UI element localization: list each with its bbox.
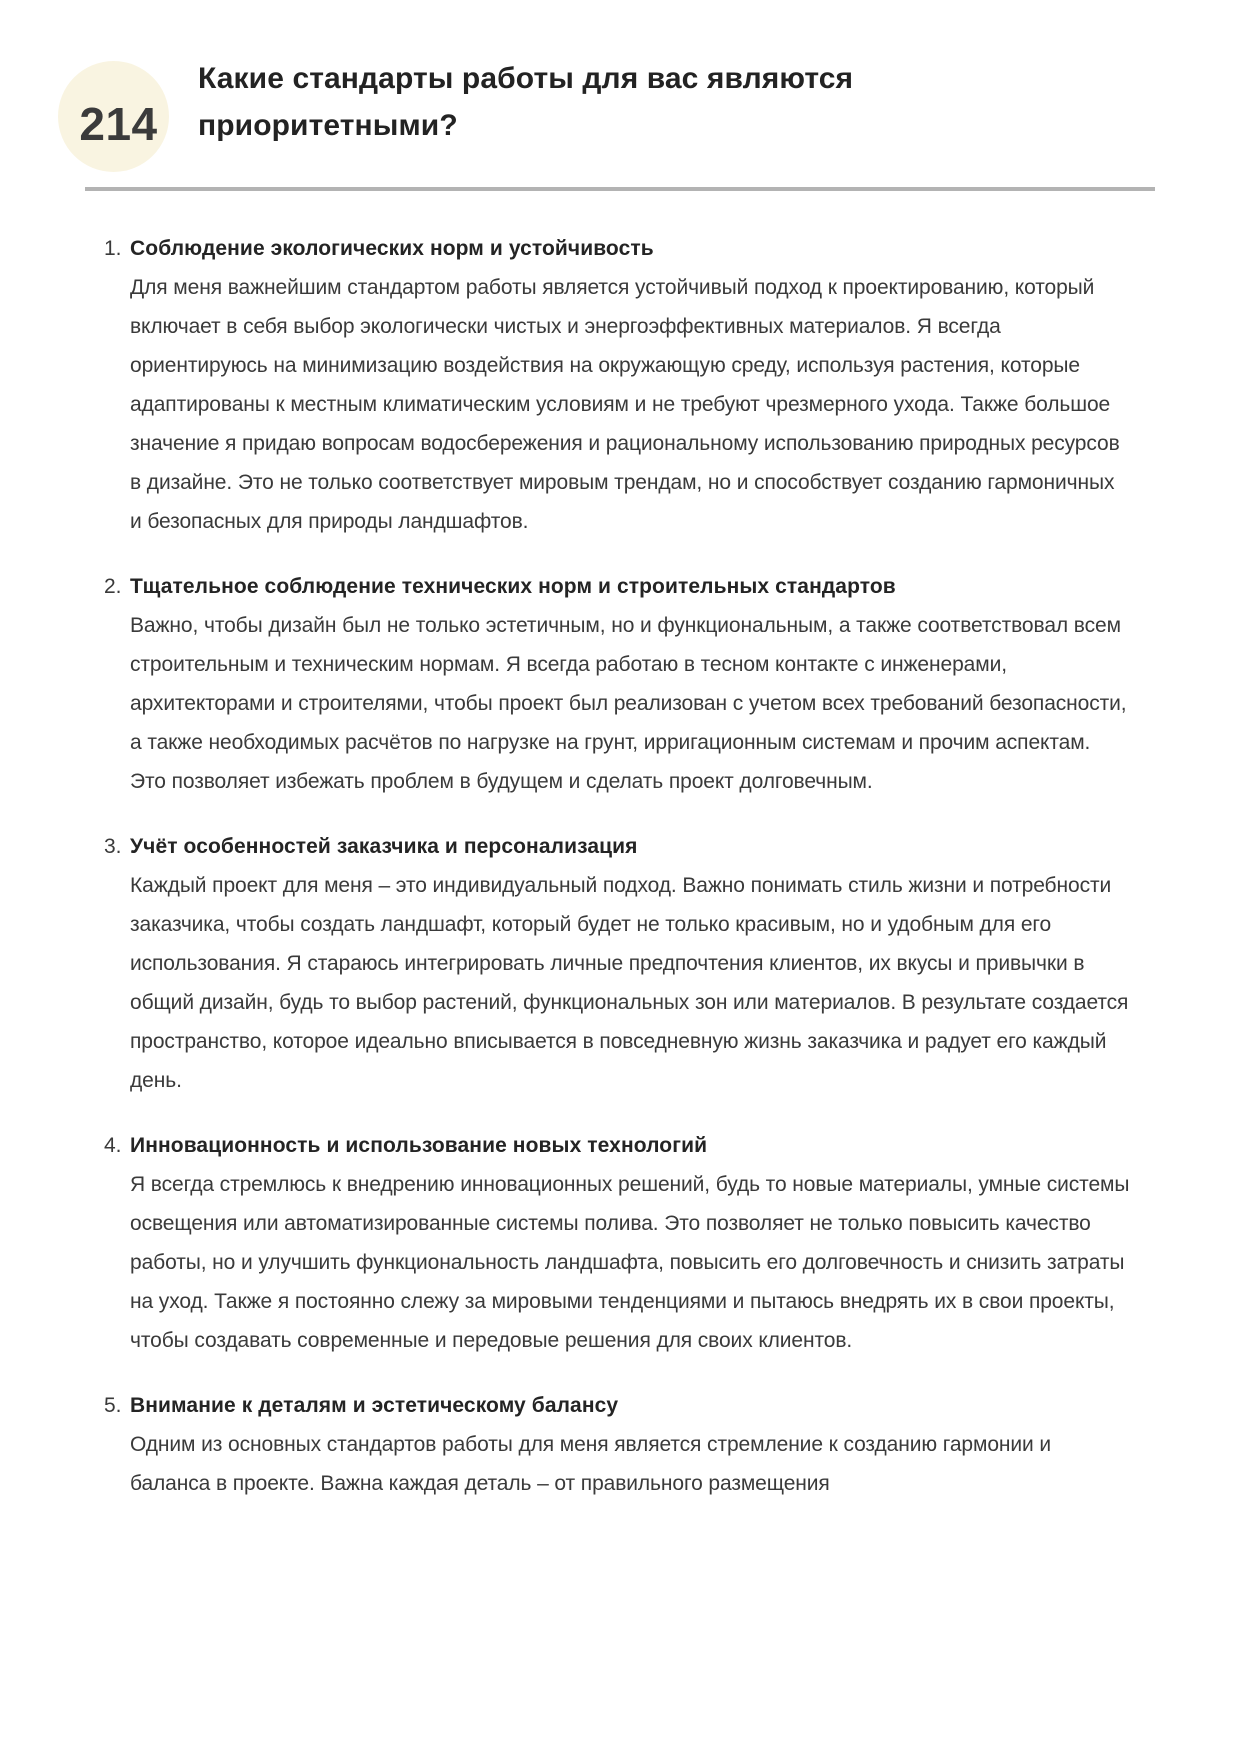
list-item-heading: Соблюдение экологических норм и устойчивость (130, 237, 654, 260)
question-number: 214 (79, 97, 158, 150)
list-item-content (130, 1126, 1130, 1360)
question-number-badge (58, 61, 169, 172)
answer-list (85, 229, 1154, 1503)
list-item-number: 4. (104, 1134, 122, 1157)
list-item-number: 5. (104, 1394, 122, 1417)
list-item-heading: Инновационность и использование новых технологий (130, 1134, 708, 1157)
list-item-number: 1. (104, 237, 122, 260)
list-item-body: Одним из основных стандартов работы для меня является стремление к созданию гармонии и баланса в проекте. Важна каждая деталь – от правильного размещения (130, 1433, 1052, 1495)
list-item-heading: Тщательное соблюдение технических норм и строительных стандартов (130, 575, 896, 598)
list-item-body: Каждый проект для меня – это индивидуальный подход. Важно понимать стиль жизни и потребности заказчика, чтобы создать ландшафт, который будет не только красивым, но и удобным для его использования. Я стараюсь интегрировать личные предпочтения клиентов, их вкусы и привычки в общий дизайн, будь то выбор растений, функциональных зон или материалов. В результате создается пространство, которое идеально вписывается в повседневную жизнь заказчика и радует его каждый день. (130, 874, 1129, 1092)
question-title: Какие стандарты работы для вас являются приоритетными? (198, 62, 854, 142)
list-item (85, 1126, 1154, 1360)
question-header (0, 0, 1239, 191)
list-item-body: Важно, чтобы дизайн был не только эстетичным, но и функциональным, а также соответствовал всем строительным и техническим нормам. Я всегда работаю в тесном контакте с инженерами, архитекторами и строителями, чтобы проект был реализован с учетом всех требований безопасности, а также необходимых расчётов по нагрузке на грунт, ирригационным системам и прочим аспектам. Это позволяет избежать проблем в будущем и сделать проект долговечным. (130, 614, 1127, 793)
list-item-body: Я всегда стремлюсь к внедрению инновационных решений, будь то новые материалы, умные системы освещения или автоматизированные системы полива. Это позволяет не только повысить качество работы, но и улучшить функциональность ландшафта, повысить его долговечность и снизить затраты на уход. Также я постоянно слежу за мировыми тенденциями и пытаюсь внедрять их в свои проекты, чтобы создавать современные и передовые решения для своих клиентов. (130, 1173, 1130, 1352)
header-divider (85, 187, 1155, 191)
list-item-heading: Внимание к деталям и эстетическому балансу (130, 1394, 619, 1417)
list-item (85, 827, 1154, 1100)
list-item-content (130, 827, 1130, 1100)
list-item (85, 567, 1154, 801)
list-item-number: 2. (104, 575, 122, 598)
list-item-body: Для меня важнейшим стандартом работы является устойчивый подход к проектированию, который включает в себя выбор экологически чистых и энергоэффективных материалов. Я всегда ориентируюсь на минимизацию воздействия на окружающую среду, используя растения, которые адаптированы к местным климатическим условиям и не требуют чрезмерного ухода. Также большое значение я придаю вопросам водосбережения и рациональному использованию природных ресурсов в дизайне. Это не только соответствует мировым трендам, но и способствует созданию гармоничных и безопасных для природы ландшафтов. (130, 276, 1120, 533)
list-item-content (130, 1386, 1130, 1503)
list-item-content (130, 229, 1130, 541)
list-item-content (130, 567, 1130, 801)
list-item-heading: Учёт особенностей заказчика и персонализация (130, 835, 638, 858)
list-item-number: 3. (104, 835, 122, 858)
list-item (85, 1386, 1154, 1503)
list-item (85, 229, 1154, 541)
